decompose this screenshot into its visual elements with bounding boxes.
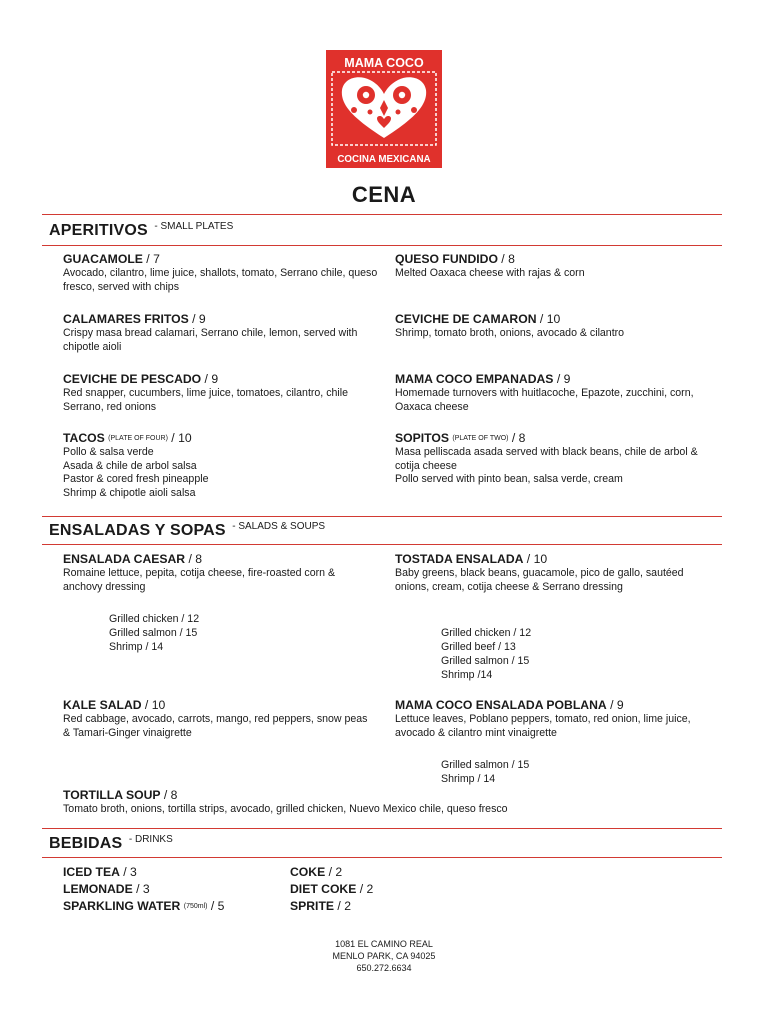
item-name: CALAMARES FRITOS — [63, 312, 189, 326]
restaurant-address — [0, 938, 768, 974]
section-title: ENSALADAS Y SOPAS — [49, 522, 226, 539]
divider — [42, 245, 722, 246]
item-name: GUACAMOLE — [63, 252, 143, 266]
menu-item-tacos — [63, 431, 383, 500]
item-price: / 2 — [356, 882, 374, 896]
item-description: Shrimp, tomato broth, onions, avocado & cilantro — [395, 327, 625, 339]
item-description: Tomato broth, onions, tortilla strips, avocado, grilled chicken, Nuevo Mexico chile, queso fresco — [63, 803, 508, 815]
item-line: Asada & chile de arbol salsa — [63, 459, 197, 472]
item-name: SPRITE — [290, 899, 335, 913]
item-price: / 3 — [119, 865, 137, 879]
item-name: TACOS — [63, 431, 105, 445]
menu-item-ceviche-de-camaron — [395, 312, 705, 341]
item-options-poblana — [441, 758, 529, 786]
item-name: COKE — [290, 865, 326, 879]
divider — [42, 516, 722, 517]
menu-item-guacamole — [63, 252, 383, 294]
item-description: Crispy masa bread calamari, Serrano chile, lemon, served with chipotle aioli — [63, 327, 358, 353]
address-line-1: 1081 EL CAMINO REAL — [335, 939, 433, 949]
menu-item-calamares-fritos — [63, 312, 363, 354]
item-price: / 8 — [497, 252, 515, 266]
item-line: Pollo & salsa verde — [63, 446, 154, 458]
item-price: / 10 — [523, 552, 548, 566]
item-note: (750ml) — [183, 903, 208, 910]
item-description: Red snapper, cucumbers, lime juice, tomatoes, cilantro, chile Serrano, red onions — [63, 387, 348, 413]
option-line: Grilled salmon / 15 — [441, 655, 530, 667]
divider — [42, 544, 722, 545]
option-line: Grilled salmon / 15 — [441, 759, 530, 771]
item-name: CEVICHE DE CAMARON — [395, 312, 537, 326]
item-price: / 9 — [606, 698, 624, 712]
item-description: Red cabbage, avocado, carrots, mango, red peppers, snow peas & Tamari-Ginger vinaigrette — [63, 713, 368, 739]
item-description: Lettuce leaves, Poblano peppers, tomato, red onion, lime juice, avocado & cilantro mint vinaigrette — [395, 713, 691, 739]
drink-item — [63, 864, 224, 881]
item-name: MAMA COCO ENSALADA POBLANA — [395, 698, 607, 712]
item-price: / 8 — [508, 431, 526, 445]
item-price: / 2 — [325, 865, 343, 879]
drinks-column-right — [290, 864, 373, 915]
divider — [42, 828, 722, 829]
item-price: / 7 — [142, 252, 160, 266]
drink-item — [290, 864, 373, 881]
phone-number: 650.272.6634 — [356, 963, 412, 973]
item-description: Avocado, cilantro, lime juice, shallots, tomato, Serrano chile, queso fresco, served with chips — [63, 267, 378, 293]
menu-item-kale-salad — [63, 698, 373, 740]
item-name: ENSALADA CAESAR — [63, 552, 186, 566]
address-line-2: MENLO PARK, CA 94025 — [332, 951, 436, 961]
item-name: SPARKLING WATER — [63, 899, 181, 913]
item-note: (PLATE OF FOUR) — [108, 435, 168, 442]
item-price: / 10 — [167, 431, 192, 445]
item-name: MAMA COCO EMPANADAS — [395, 372, 554, 386]
option-line: Grilled beef / 13 — [441, 641, 516, 653]
item-note: (PLATE OF TWO) — [452, 435, 509, 442]
item-price: / 8 — [160, 788, 178, 802]
item-description: Romaine lettuce, pepita, cotija cheese, fire-roasted corn & anchovy dressing — [63, 567, 336, 593]
menu-item-mama-coco-empanadas — [395, 372, 695, 414]
option-line: Shrimp / 14 — [109, 641, 164, 653]
menu-item-sopitos — [395, 431, 705, 487]
section-header-aperitivos — [49, 222, 233, 240]
divider — [42, 214, 722, 215]
item-name: CEVICHE DE PESCADO — [63, 372, 202, 386]
option-line: Grilled chicken / 12 — [441, 627, 532, 639]
item-name: ICED TEA — [63, 865, 120, 879]
item-price: / 10 — [536, 312, 561, 326]
drink-item — [290, 881, 373, 898]
menu-item-ensalada-caesar — [63, 552, 363, 594]
section-subtitle: - SALADS & SOUPS — [232, 521, 326, 532]
option-line: Shrimp / 14 — [441, 773, 496, 785]
item-line: Pollo served with pinto bean, salsa verde, cream — [395, 473, 623, 486]
item-price: / 10 — [141, 698, 166, 712]
item-description: Homemade turnovers with huitlacoche, Epazote, zucchini, corn, Oaxaca cheese — [395, 387, 694, 413]
drink-item — [290, 898, 373, 915]
item-price: / 2 — [334, 899, 351, 913]
mama-coco-logo — [326, 50, 442, 168]
drink-item — [63, 898, 224, 915]
menu-item-ensalada-poblana — [395, 698, 695, 740]
section-subtitle: - SMALL PLATES — [154, 221, 234, 232]
item-line: Masa pelliscada asada served with black beans, chile de arbol & cotija cheese — [395, 446, 698, 472]
logo-graphic — [326, 50, 442, 168]
section-subtitle: - DRINKS — [128, 834, 173, 845]
menu-item-queso-fundido — [395, 252, 705, 281]
item-name: KALE SALAD — [63, 698, 142, 712]
menu-item-tortilla-soup — [63, 788, 713, 817]
item-description: Baby greens, black beans, guacamole, pico de gallo, sautéed onions, cream, cotija cheese & Serrano dressing — [395, 567, 684, 593]
item-line: Shrimp & chipotle aioli salsa — [63, 486, 196, 499]
item-name: TORTILLA SOUP — [63, 788, 161, 802]
item-name: LEMONADE — [63, 882, 133, 896]
item-name: TOSTADA ENSALADA — [395, 552, 524, 566]
item-price: / 5 — [207, 899, 225, 913]
item-price: / 9 — [553, 372, 571, 386]
menu-item-tostada-ensalada — [395, 552, 705, 594]
item-options-tostada — [441, 626, 531, 682]
drink-item — [63, 881, 224, 898]
logo-top-text: MAMA COCO — [344, 56, 424, 70]
option-line: Shrimp /14 — [441, 669, 493, 681]
option-line: Grilled chicken / 12 — [109, 613, 200, 625]
item-name: SOPITOS — [395, 431, 449, 445]
item-name: DIET COKE — [290, 882, 357, 896]
item-options-caesar — [109, 612, 199, 654]
item-name: QUESO FUNDIDO — [395, 252, 498, 266]
logo-bottom-text: COCINA MEXICANA — [337, 154, 431, 165]
item-price: / 9 — [201, 372, 219, 386]
divider — [42, 857, 722, 858]
item-price: / 3 — [132, 882, 150, 896]
item-line: Pastor & cored fresh pineapple — [63, 473, 209, 486]
page-title: CENA — [351, 182, 417, 207]
section-header-ensaladas — [49, 522, 325, 540]
section-header-bebidas — [49, 835, 173, 853]
menu-item-ceviche-de-pescado — [63, 372, 383, 414]
item-price: / 8 — [185, 552, 203, 566]
option-line: Grilled salmon / 15 — [109, 627, 198, 639]
drinks-column-left — [63, 864, 224, 915]
item-description: Melted Oaxaca cheese with rajas & corn — [395, 267, 585, 279]
section-title: BEBIDAS — [49, 835, 123, 852]
section-title: APERITIVOS — [49, 222, 148, 239]
item-price: / 9 — [188, 312, 206, 326]
